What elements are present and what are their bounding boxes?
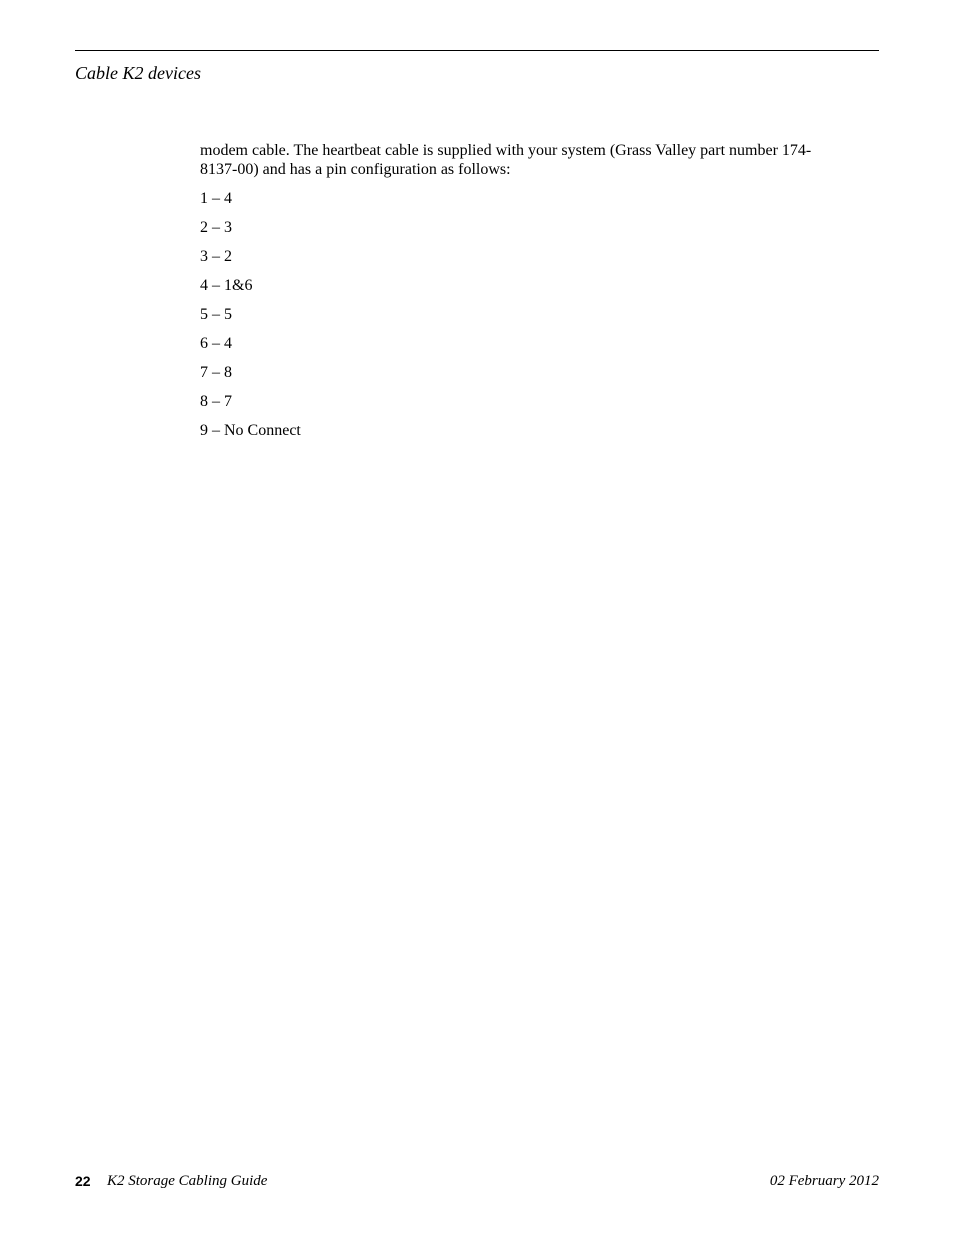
page-footer (75, 1172, 879, 1192)
pin-item: 3 – 2 (200, 248, 232, 265)
pin-item: 6 – 4 (200, 335, 232, 352)
pin-item: 9 – No Connect (200, 422, 301, 439)
pin-item: 8 – 7 (200, 393, 232, 410)
pin-item: 5 – 5 (200, 306, 232, 323)
pin-item: 7 – 8 (200, 364, 232, 381)
pin-item: 1 – 4 (200, 190, 232, 207)
body-paragraph: modem cable. The heartbeat cable is supplied with your system (Grass Valley part number 174-8137-00) and has a pin configuration as follows: (200, 142, 812, 178)
page-number: 22 (75, 1173, 91, 1189)
pin-item: 4 – 1&6 (200, 277, 253, 294)
pin-item: 2 – 3 (200, 219, 232, 236)
guide-title: K2 Storage Cabling Guide (107, 1173, 268, 1189)
pin-configuration-list (200, 189, 301, 450)
publication-date: 02 February 2012 (769, 1173, 879, 1189)
header-rule (75, 50, 879, 51)
section-title: Cable K2 devices (75, 63, 201, 83)
